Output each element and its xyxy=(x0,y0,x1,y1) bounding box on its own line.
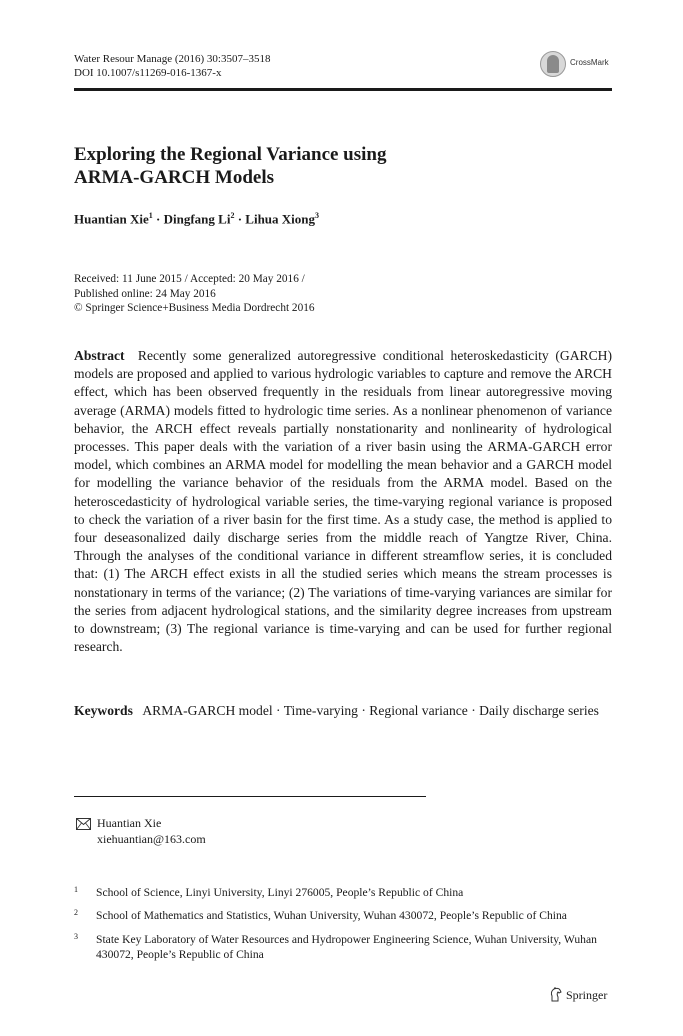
author-name[interactable]: Dingfang Li xyxy=(163,211,231,227)
abstract xyxy=(74,347,612,656)
author-separator: · xyxy=(152,211,164,227)
journal-citation xyxy=(74,52,270,80)
author-name[interactable]: Huantian Xie xyxy=(74,211,149,227)
author-list xyxy=(74,211,319,227)
springer-logo xyxy=(549,987,607,1003)
keywords xyxy=(74,703,619,719)
affiliation-text: School of Mathematics and Statistics, Wuhan University, Wuhan 430072, People’s Republic of China xyxy=(96,909,567,922)
crossmark-icon xyxy=(540,51,566,77)
affiliation-number: 2 xyxy=(74,908,78,917)
corresponding-author-email[interactable]: xiehuantian@163.com xyxy=(97,832,206,846)
keywords-text: ARMA-GARCH model · Time-varying · Regional variance · Daily discharge series xyxy=(142,703,599,718)
author-separator: · xyxy=(234,211,246,227)
affiliation-text: State Key Laboratory of Water Resources and Hydropower Engineering Science, Wuhan University, Wuhan 430072, People’s Republic of China xyxy=(96,933,597,961)
copyright-line: © Springer Science+Business Media Dordrecht 2016 xyxy=(74,302,315,314)
publication-history xyxy=(74,272,315,316)
corresponding-author-name: Huantian Xie xyxy=(97,816,162,830)
author-affiliation-mark: 2 xyxy=(230,211,235,220)
author-affiliation-mark: 3 xyxy=(315,211,320,220)
paper-title xyxy=(74,143,387,189)
crossmark-badge[interactable] xyxy=(540,51,620,77)
abstract-text: Recently some generalized autoregressive conditional heteroskedasticity (GARCH) models are proposed and applied to various hydrologic variables to capture and remove the ARCH effect, which has been observed frequently in the residuals from linear autoregressive moving average (ARMA) models fitted to hydrologic time series. As a nonlinear phenomenon of variance behavior, the ARCH effect reveals partially nonstationarity and nonlinearity of hydrological processes. This paper deals with the variation of a river basin using the ARMA-GARCH error model, which combines an ARMA model for modelling the mean behavior and a GARCH model for modelling the variance behavior of the residuals from the ARMA model. Based on the heteroscedasticity of hydrological variable series, the time-varying regional variance is proposed to check the variation of a river basin for the first time. As a study case, the method is applied to four deseasonalized daily discharge series from the middle reach of Yangtze River, China. Through the analyses of the conditional variance in different streamflow series, it is concluded that: (1) The ARCH effect exists in all the studied series which means the stream processes is nonstationary in terms of the variance; (2) The variations of time-varying variances are similar for the series from adjacent hydrological stations, and the similarity degree increases from upstream to downstream; (3) The regional variance is time-varying and can be used for further regional research. xyxy=(74,348,612,655)
crossmark-label: CrossMark xyxy=(570,58,609,67)
abstract-label: Abstract xyxy=(74,348,125,363)
affiliation-text: School of Science, Linyi University, Linyi 276005, People’s Republic of China xyxy=(96,886,464,899)
affiliation-number: 3 xyxy=(74,932,78,941)
affiliation-number: 1 xyxy=(74,885,78,894)
author-affiliation-mark: 1 xyxy=(148,211,153,220)
keywords-label: Keywords xyxy=(74,703,133,718)
author-name[interactable]: Lihua Xiong xyxy=(245,211,316,227)
received-accepted-line: Received: 11 June 2015 / Accepted: 20 May 2016 / xyxy=(74,273,305,285)
footnote-divider xyxy=(74,796,426,797)
publisher-name: Springer xyxy=(566,988,608,1002)
title-line-2: ARMA-GARCH Models xyxy=(74,167,275,188)
envelope-icon xyxy=(76,818,91,830)
doi-line[interactable]: DOI 10.1007/s11269-016-1367-x xyxy=(74,67,222,79)
affiliation-2 xyxy=(74,908,612,923)
corresponding-author xyxy=(97,815,206,847)
journal-line: Water Resour Manage (2016) 30:3507–3518 xyxy=(74,53,271,65)
published-online-line: Published online: 24 May 2016 xyxy=(74,287,216,300)
affiliation-1 xyxy=(74,885,612,900)
springer-horse-icon xyxy=(549,987,563,1002)
title-line-1: Exploring the Regional Variance using xyxy=(74,144,387,165)
header-divider xyxy=(74,88,612,91)
affiliation-3 xyxy=(74,932,612,962)
